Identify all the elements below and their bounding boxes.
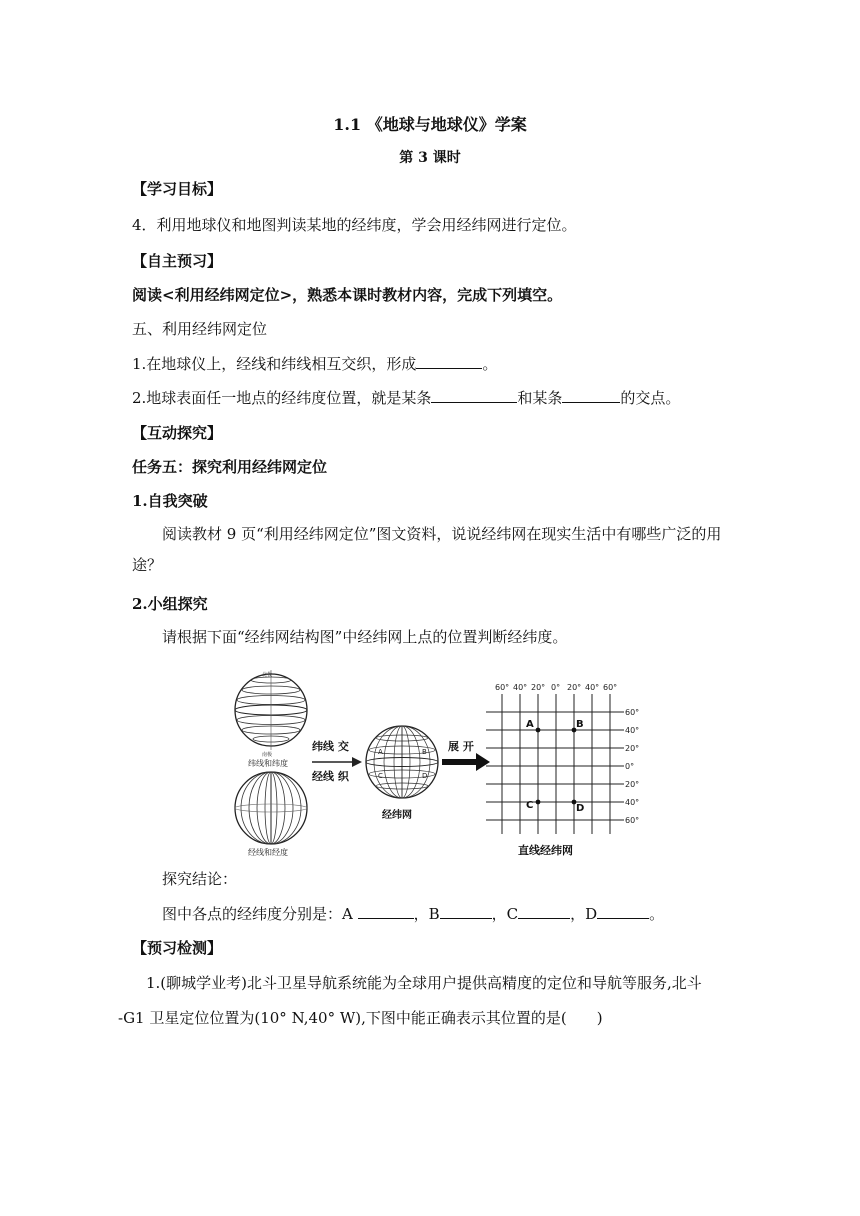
lat-label-2: 40°	[625, 726, 640, 735]
document-title: 1.1 《地球与地球仪》学案	[333, 115, 527, 134]
question-1	[132, 352, 497, 375]
south-pole-label: 南极	[262, 752, 273, 758]
lat-label-6: 40°	[625, 798, 640, 807]
lat-label-1: 60°	[625, 708, 640, 717]
answer-d-label: ，D	[570, 905, 598, 923]
question-2-text-c: 的交点。	[620, 389, 681, 407]
lon-label-6: 40°	[585, 683, 600, 692]
section-learning-goals: 【学习目标】	[132, 180, 223, 198]
lon-label-7: 60°	[603, 683, 618, 692]
globe-point-d: D	[422, 772, 428, 780]
preview-instruction: 阅读<利用经纬网定位>，熟悉本课时教材内容，完成下列填空。	[132, 286, 563, 304]
answer-c-label: ，C	[491, 905, 519, 923]
question-2-text-a: 2.地球表面任一地点的经纬度位置，就是某条	[132, 389, 432, 407]
self-breakthrough-paragraph: 阅读教材 9 页“利用经纬网定位”图文资料，说说经纬网在现实生活中有哪些广泛的用途？	[132, 525, 722, 574]
question-1-end: 。	[482, 355, 498, 373]
lat-label-5: 20°	[625, 780, 640, 789]
answer-blank-d[interactable]	[597, 902, 649, 919]
arrow-label-top: 纬线 交	[312, 740, 349, 753]
answer-blank[interactable]	[416, 352, 482, 369]
lon-label-4: 0°	[551, 683, 561, 692]
section-interactive-inquiry: 【互动探究】	[132, 424, 223, 442]
longitude-globe-caption: 经线和经度	[248, 848, 288, 857]
question-2-text-b: 和某条	[517, 389, 563, 407]
check-question-1-line-1: 1.(聊城学业考)北斗卫星导航系统能为全球用户提供高精度的定位和导航等服务,北斗	[146, 974, 702, 992]
grid-point-a-marker	[536, 728, 541, 733]
task-five-heading: 任务五：探究利用经纬网定位	[132, 458, 328, 476]
globe-point-b: B	[422, 748, 427, 756]
graticule-caption: 经纬网	[382, 810, 412, 821]
latitude-globe-caption: 纬线和纬度	[248, 759, 288, 768]
globe-point-a: A	[378, 748, 383, 756]
conclusion-label: 探究结论：	[162, 870, 238, 888]
answer-b-label: ，B	[413, 905, 440, 923]
question-1-text: 1.在地球仪上，经线和纬线相互交织，形成	[132, 355, 417, 373]
unfold-label: 展 开	[448, 740, 474, 753]
grid-point-d: D	[576, 803, 585, 814]
lat-label-4: 0°	[625, 762, 635, 771]
unfold-arrow	[442, 753, 490, 771]
check-question-1-line-2: -G1 卫星定位位置为(10° N,40° W),下图中能正确表示其位置的是( )	[118, 1009, 603, 1027]
lon-label-5: 20°	[567, 683, 582, 692]
lon-label-3: 20°	[531, 683, 546, 692]
subsection-group-inquiry: 2.小组探究	[132, 595, 208, 613]
grid-point-c-marker	[536, 800, 541, 805]
answer-blank-c[interactable]	[518, 902, 570, 919]
lat-label-3: 20°	[625, 744, 640, 753]
lon-label-1: 60°	[495, 683, 510, 692]
question-2	[132, 386, 680, 409]
grid-point-a: A	[526, 719, 534, 730]
lon-label-2: 40°	[513, 683, 528, 692]
answer-blank[interactable]	[431, 386, 517, 403]
subsection-self-breakthrough: 1.自我突破	[132, 492, 208, 510]
section-self-preview: 【自主预习】	[132, 252, 223, 270]
graticule-globe	[366, 726, 438, 798]
straight-grid-caption: 直线经纬网	[518, 844, 573, 857]
north-pole-label: 北极	[262, 672, 273, 678]
grid-point-c: C	[526, 800, 534, 811]
latitude-globe	[235, 670, 307, 750]
conclusion-answers	[162, 902, 664, 925]
lat-label-7: 60°	[625, 816, 640, 825]
straight-line-grid	[486, 694, 624, 834]
answer-end: 。	[649, 905, 665, 923]
section-preview-check: 【预习检测】	[132, 939, 223, 957]
lesson-period: 第 3 课时	[399, 150, 461, 166]
interweave-arrow	[312, 757, 362, 767]
answer-blank-b[interactable]	[440, 902, 492, 919]
arrow-label-bottom: 经线 织	[312, 770, 349, 783]
longitude-globe	[235, 772, 307, 844]
globe-point-c: C	[378, 772, 383, 780]
answer-blank-a[interactable]	[358, 902, 414, 919]
grid-point-b: B	[576, 719, 584, 730]
goal-item-4: 4．利用地球仪和地图判读某地的经纬度，学会用经纬网进行定位。	[132, 216, 577, 234]
lat-lon-grid-figure	[232, 668, 648, 860]
answer-blank[interactable]	[562, 386, 620, 403]
section-heading-five: 五、利用经纬网定位	[132, 320, 268, 338]
answer-lead: 图中各点的经纬度分别是：A	[162, 905, 358, 923]
group-inquiry-paragraph: 请根据下面“经纬网结构图”中经纬网上点的位置判断经纬度。	[162, 628, 568, 646]
